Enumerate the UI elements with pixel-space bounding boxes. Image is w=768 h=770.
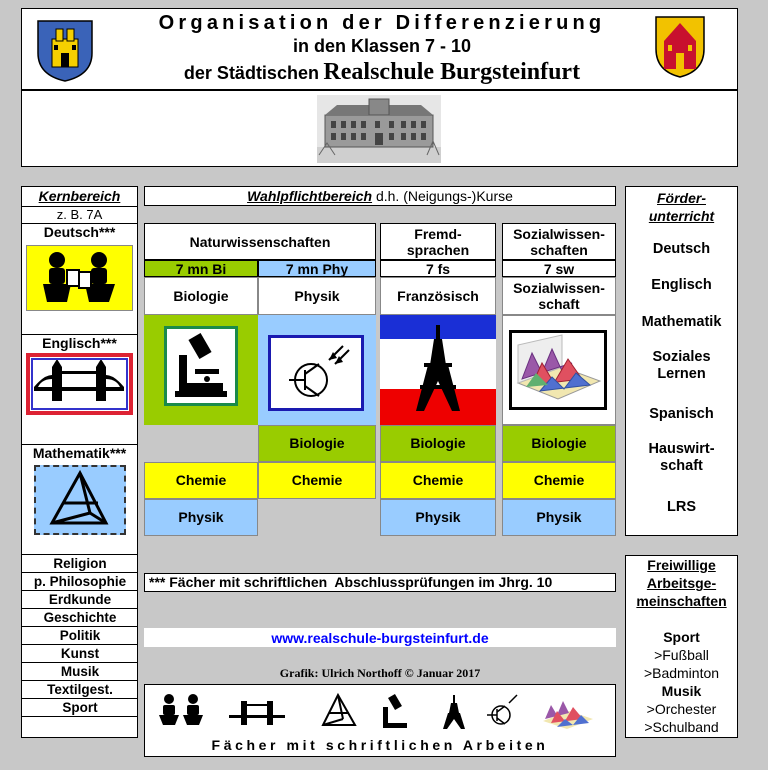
code-7-mn-phy: 7 mn Phy [258,260,376,277]
title-line-3-prefix: der Städtischen [183,63,319,83]
biologie-fs-cell: Biologie [380,425,496,462]
written-subjects-strip [144,684,616,757]
kern-item-erdkunde: Erdkunde [22,590,138,608]
freiwillig-title: Freiwillige Arbeitsge- meinschaften [636,557,727,609]
kern-item-religion: Religion [22,554,138,572]
written-subjects-label: Fächer mit schriftlichen Arbeiten [211,737,549,753]
freiwillige-ag-column [625,555,738,738]
biologie-title: Biologie [144,277,258,315]
foerder-item-deutsch: Deutsch [652,241,711,257]
franzoesisch-title: Französisch [380,277,496,315]
footnote-bar: *** Fächer mit schriftlichen Abschlussprüfungen im Jhrg. 10 [144,573,616,592]
kern-deutsch-label: Deutsch*** [22,223,137,240]
kern-item-politik: Politik [22,626,138,644]
sozialwissenschaften-header: Sozialwissen- schaften [502,223,616,260]
kern-item-kunst: Kunst [22,644,138,662]
ag-musik: Musik [661,683,702,699]
chemie-phy-cell: Chemie [258,462,376,499]
tower-bridge-icon [26,353,133,415]
burgsteinfurt-coat-of-arms-right-icon [654,15,706,79]
3d-chart-icon [509,330,607,410]
wahlpflicht-subtitle: d.h. (Neigungs-)Kurse [375,188,513,204]
kern-list [22,554,137,739]
physik-sw-cell: Physik [502,499,616,536]
header-panel [21,8,738,90]
foerder-item-lrs: LRS [667,499,696,515]
reading-children-icon [26,245,133,311]
foerder-item-englisch: Englisch [651,277,712,293]
biologie-sw-cell: Biologie [502,425,616,462]
strip-icons [153,691,609,731]
foerder-item-hauswirtschaft: Hauswirt- schaft [648,441,715,475]
burgsteinfurt-coat-of-arms-left-icon [36,19,94,83]
transistor-icon [268,335,364,411]
kern-item-philosophie: p. Philosophie [22,572,138,590]
wahlpflicht-title: Wahlpflichtbereich [247,188,373,204]
empty-cell-bio-row [144,425,258,462]
ag-sport: Sport [663,629,700,645]
foerder-item-soziales-lernen: Soziales Lernen [652,349,711,383]
title-line-2: in den Klassen 7 - 10 [292,36,472,56]
foerder-title: Förder- unterricht [648,190,715,224]
microscope-icon [164,326,238,406]
transistor-cell [258,315,376,425]
ag-badminton: >Badminton [643,665,720,681]
code-7-fs: 7 fs [380,260,496,277]
kern-item-sport: Sport [22,698,138,716]
header-title [102,11,662,89]
french-flag-eiffel-icon [380,315,496,425]
code-7-mn-bi: 7 mn Bi [144,260,258,277]
school-name: Realschule Burgsteinfurt [323,59,581,85]
empty-cell-phy-row [258,499,376,536]
ag-fussball: >Fußball [654,647,709,663]
website-link[interactable]: www.realschule-burgsteinfurt.de [144,628,616,647]
ag-schulband: >Schulband [644,719,719,735]
physik-title: Physik [258,277,376,315]
kern-item-geschichte: Geschichte [22,608,138,626]
ag-orchester: >Orchester [646,701,717,717]
chemie-sw-cell: Chemie [502,462,616,499]
physik-fs-cell: Physik [380,499,496,536]
sozialwissenschaft-title: Sozialwissen- schaft [502,277,616,315]
kernbereich-example: z. B. 7A [22,206,137,222]
3d-chart-cell [502,315,616,425]
graphic-credit: Grafik: Ulrich Northoff © Januar 2017 [279,665,481,680]
title-line-1: Organisation der Differenzierung [158,12,606,34]
foerder-item-spanisch: Spanisch [649,406,714,422]
code-7-sw: 7 sw [502,260,616,277]
kern-item-empty [22,716,138,734]
physik-bio-cell: Physik [144,499,258,536]
fremdsprachen-header: Fremd- sprachen [380,223,496,260]
pyramid-icon [34,465,126,535]
foerderunterricht-column [625,186,738,536]
school-photo-panel [21,90,738,167]
kern-englisch-label: Englisch*** [22,334,137,351]
chemie-bio-cell: Chemie [144,462,258,499]
kern-mathematik-label: Mathematik*** [22,444,137,461]
chemie-fs-cell: Chemie [380,462,496,499]
foerder-item-mathematik: Mathematik [641,314,722,330]
kernbereich-column [21,186,138,738]
microscope-cell [144,315,258,425]
kern-item-textilgest: Textilgest. [22,680,138,698]
kernbereich-title: Kernbereich [38,188,121,204]
school-building-image [317,95,441,163]
wahlpflicht-title-bar [144,186,616,206]
kern-item-musik: Musik [22,662,138,680]
naturwissenschaften-header: Naturwissenschaften [144,223,376,260]
biologie-nw-cell: Biologie [258,425,376,462]
